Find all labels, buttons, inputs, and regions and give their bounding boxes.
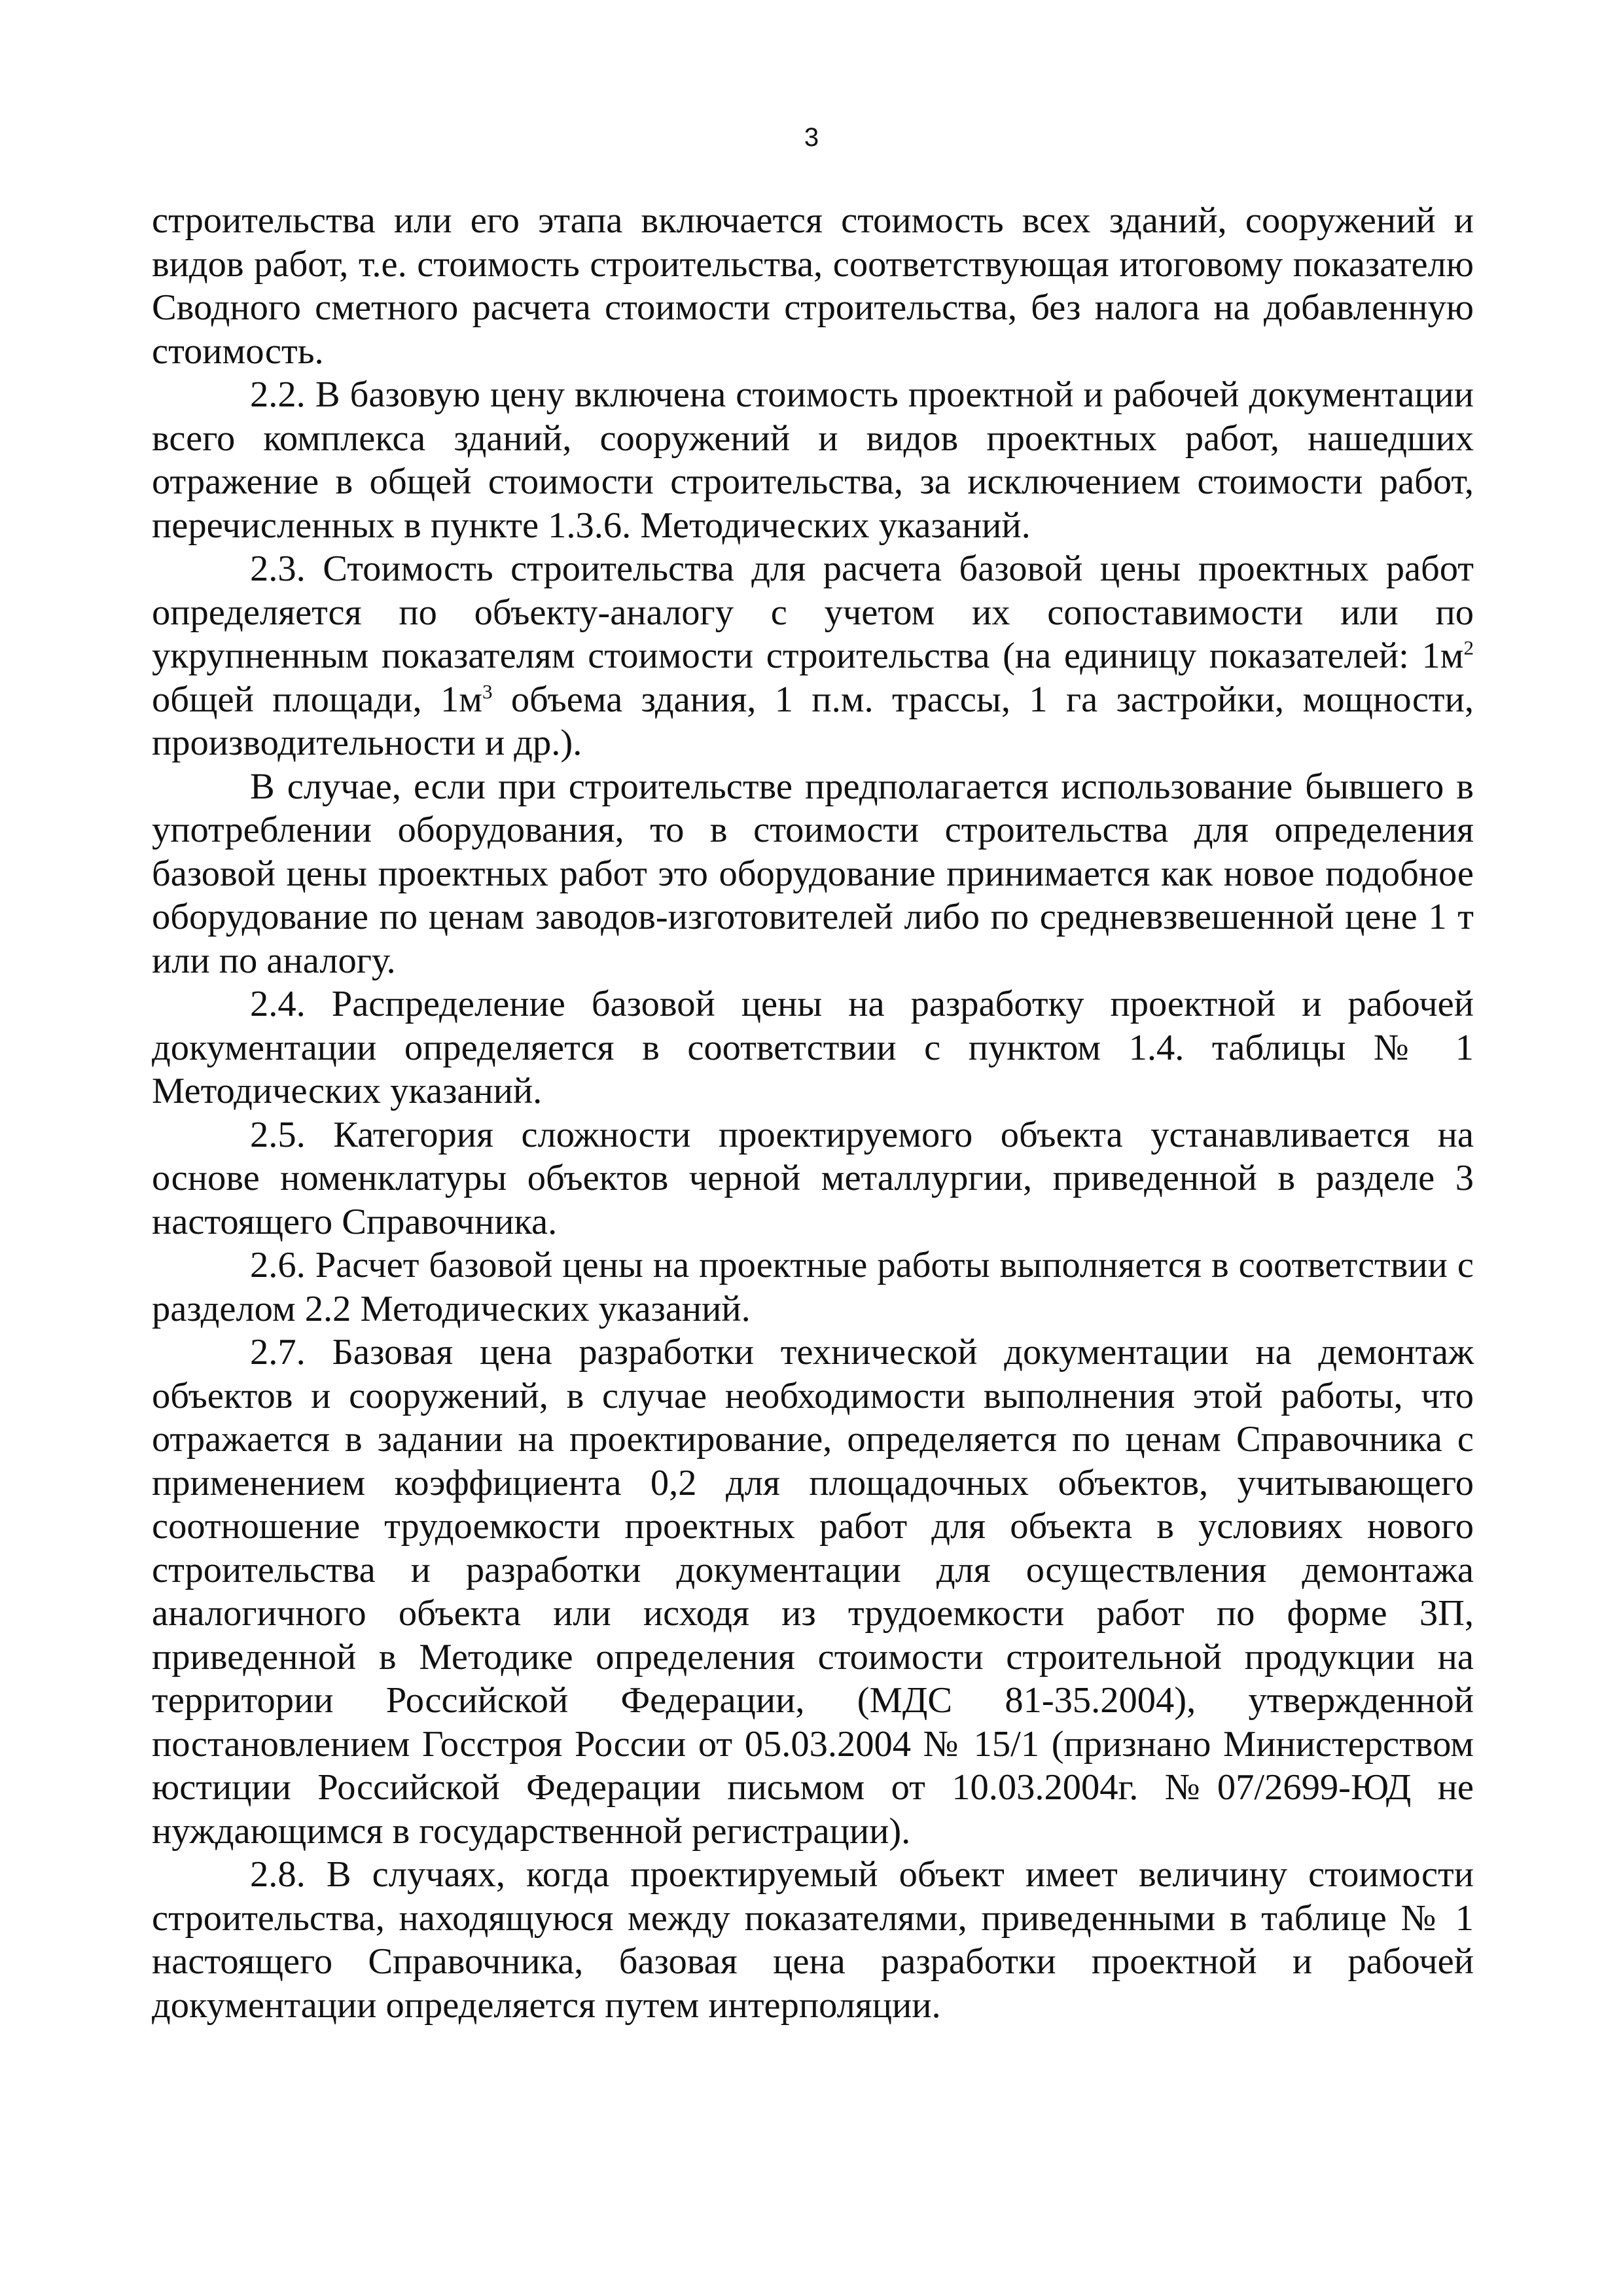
paragraph-2-3-b (152, 765, 1474, 983)
paragraph-text: В случае, если при строительстве предполагается использование бывшего в употреблении оборудования, то в стоимости строительства для определения базовой цены проектных работ это оборудование принимается как новое подобное оборудование по ценам заводов-изготовителей либо по средневзвешенной цене 1 т или по аналогу. (152, 766, 1474, 981)
document-body (152, 199, 1474, 2027)
paragraph-text: общей площади, 1м (152, 679, 482, 720)
paragraph-text: 2.4. Распределение базовой цены на разработку проектной и рабочей документации определяется в соответствии с пунктом 1.4. таблицы № 1 Методических указаний. (152, 984, 1474, 1111)
paragraph-2-2 (152, 373, 1474, 547)
paragraph-2-4 (152, 982, 1474, 1113)
paragraph-text: 2.8. В случаях, когда проектируемый объект имеет величину стоимости строительства, находящуюся между показателями, приведенными в таблице № 1 настоящего Справочника, базовая цена разработки проектной и рабочей документации определяется путем интерполяции. (152, 1854, 1474, 2026)
paragraph-intro (152, 199, 1474, 373)
paragraph-2-8 (152, 1853, 1474, 2027)
paragraph-text: 2.6. Расчет базовой цены на проектные работы выполняется в соответствии с разделом 2.2 Методических указаний. (152, 1245, 1474, 1329)
paragraph-2-5 (152, 1113, 1474, 1244)
paragraph-2-7 (152, 1331, 1474, 1853)
paragraph-text: 2.3. Стоимость строительства для расчета базовой цены проектных работ определяется по объекту-аналогу с учетом их сопоставимости или по укрупненным показателям стоимости строительства (на единицу показателей: 1м (152, 548, 1474, 676)
paragraph-text: 2.7. Базовая цена разработки технической документации на демонтаж объектов и сооружений, в случае необходимости выполнения этой работы, что отражается в задании на проектирование, определяется по ценам Справочника с применением коэффициента 0,2 для площадочных объектов, учитывающего соотношение трудоемкости проектных работ для объекта в условиях нового строительства и разработки документации для осуществления демонтажа аналогичного объекта или исходя из трудоемкости работ по форме 3П, приведенной в Методике определения стоимости строительной продукции на территории Российской Федерации, (МДС 81-35.2004), утвержденной постановлением Госстроя России от 05.03.2004 № 15/1 (признано Министерством юстиции Российской Федерации письмом от 10.03.2004г. №07/2699-ЮД не нуждающимся в государственной регистрации). (152, 1332, 1474, 1852)
paragraph-text: объема здания, 1 п.м. трассы, 1 га застройки, мощности, производительности и др.). (152, 679, 1474, 763)
page-number: 3 (804, 123, 819, 152)
superscript: 3 (482, 679, 493, 703)
paragraph-2-6 (152, 1244, 1474, 1331)
superscript: 2 (1463, 636, 1474, 660)
paragraph-text: 2.5. Категория сложности проектируемого объекта устанавливается на основе номенклатуры объектов черной металлургии, приведенной в разделе 3 настоящего Справочника. (152, 1114, 1474, 1242)
paragraph-2-3 (152, 547, 1474, 765)
paragraph-text: 2.2. В базовую цену включена стоимость проектной и рабочей документации всего комплекса зданий, сооружений и видов проектных работ, нашедших отражение в общей стоимости строительства, за исключением стоимости работ, перечисленных в пункте 1.3.6. Методических указаний. (152, 374, 1474, 546)
paragraph-text: строительства или его этапа включается стоимость всех зданий, сооружений и видов работ, т.е. стоимость строительства, соответствующая итоговому показателю Сводного сметного расчета стоимости строительства, без налога на добавленную стоимость. (152, 200, 1474, 372)
